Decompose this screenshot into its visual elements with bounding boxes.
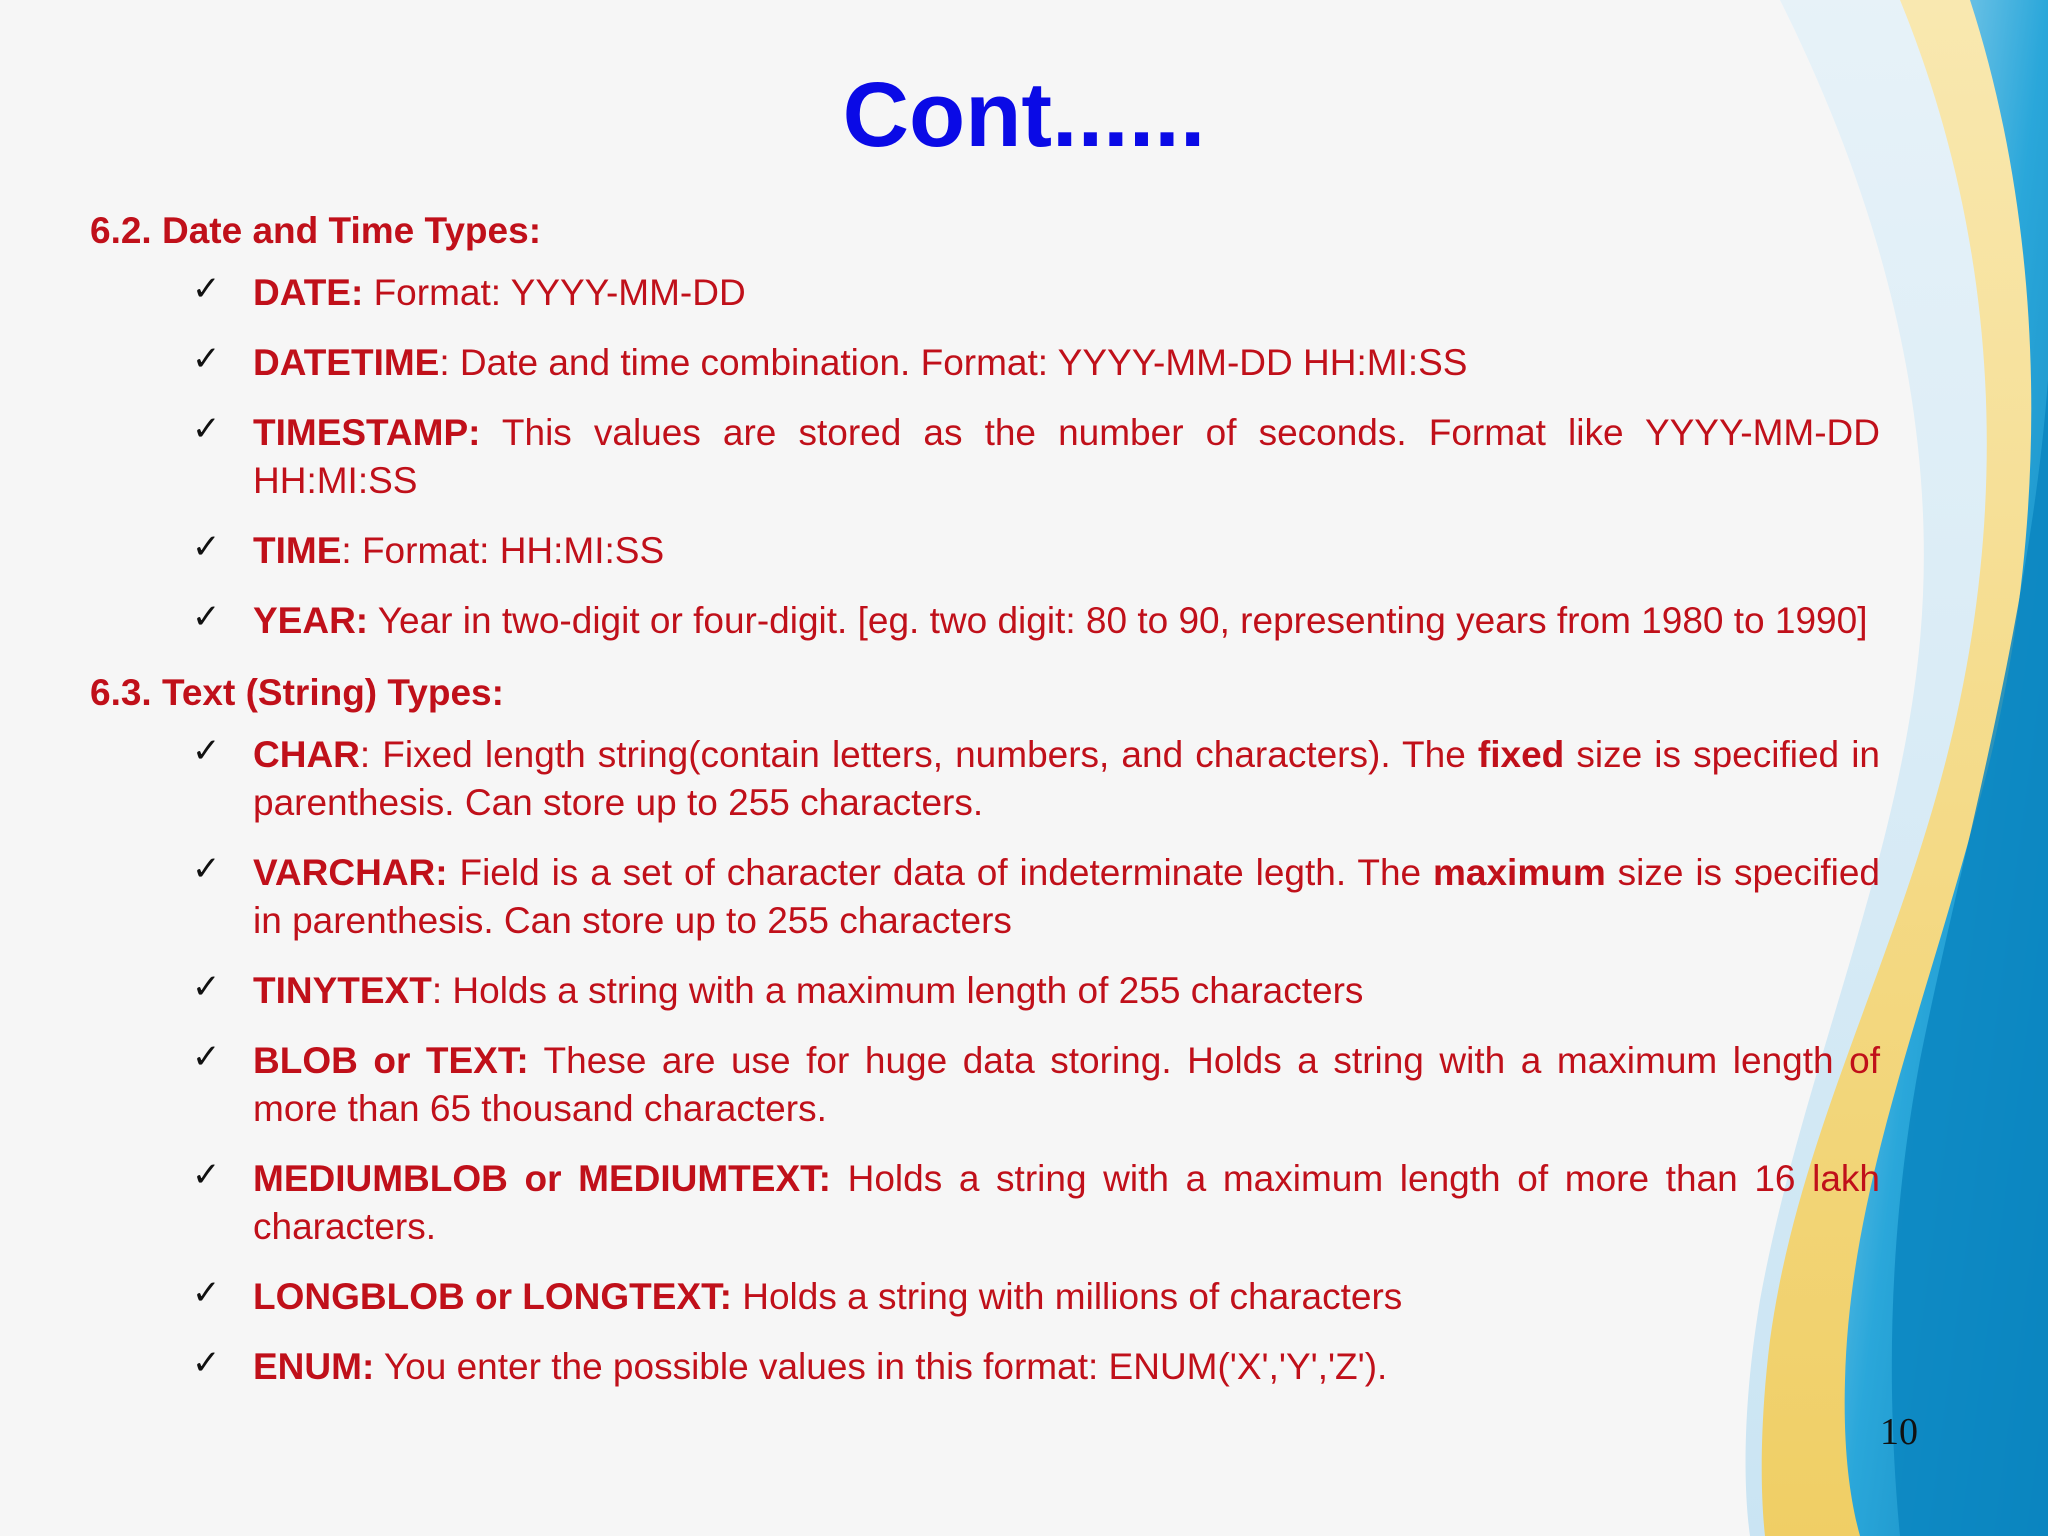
description: Format: YYYY-MM-DD: [363, 272, 746, 313]
slide-content: [90, 205, 1950, 1413]
list-item: [90, 409, 1880, 505]
list-item: [90, 849, 1880, 945]
term-separator: :: [431, 970, 443, 1011]
term: VARCHAR:: [253, 852, 448, 893]
check-icon: ✓: [192, 967, 221, 1007]
term: ENUM:: [253, 1346, 375, 1387]
emphasis: fixed: [1477, 734, 1565, 775]
term: MEDIUMBLOB or MEDIUMTEXT:: [253, 1158, 831, 1199]
term: TIMESTAMP:: [253, 412, 481, 453]
check-icon: ✓: [192, 597, 221, 637]
list-item: [90, 967, 1880, 1015]
check-icon: ✓: [192, 339, 221, 379]
description: You enter the possible values in this format: ENUM('X','Y','Z').: [374, 1346, 1388, 1387]
check-icon: ✓: [192, 527, 221, 567]
term-separator: :: [341, 530, 352, 571]
description-continued: size is specified in parenthesis. Can store up to 255 characters.: [253, 734, 1880, 823]
emphasis: maximum: [1433, 852, 1606, 893]
term: DATE:: [253, 272, 364, 313]
term: YEAR:: [253, 600, 369, 641]
list-item: [90, 1343, 1880, 1391]
section-heading-text-types: 6.3. Text (String) Types:: [90, 672, 504, 713]
page-number: 10: [1880, 1411, 1918, 1453]
description: Date and time combination. Format: YYYY-MM-DD HH:MI:SS: [449, 342, 1468, 383]
list-item: [90, 1037, 1880, 1133]
description: This values are stored as the number of seconds. Format like YYYY-MM-DD HH:MI:SS: [253, 412, 1880, 501]
description: Field is a set of character data of indeterminate legth. The: [447, 852, 1433, 893]
list-item: [90, 339, 1880, 387]
list-item: [90, 1273, 1880, 1321]
check-icon: ✓: [192, 731, 221, 771]
check-icon: ✓: [192, 1037, 221, 1077]
description: Holds a string with a maximum length of 255 characters: [442, 970, 1364, 1011]
check-icon: ✓: [192, 269, 221, 309]
term: CHAR: [253, 734, 360, 775]
description: Holds a string with millions of characters: [731, 1276, 1403, 1317]
list-item: [90, 269, 1880, 317]
term-separator: :: [439, 342, 450, 383]
check-icon: ✓: [192, 1155, 221, 1195]
term: TIME: [253, 530, 342, 571]
list-item: [90, 1155, 1880, 1251]
section-heading-date-time: 6.2. Date and Time Types:: [90, 210, 542, 251]
check-icon: ✓: [192, 1273, 221, 1313]
list-item: [90, 527, 1880, 575]
check-icon: ✓: [192, 849, 221, 889]
text-types-list: [90, 731, 1950, 1391]
description-continued: size is specified in parenthesis. Can store up to 255 characters: [253, 852, 1880, 941]
description: Holds a string with a maximum length of more than 16 lakh characters.: [253, 1158, 1880, 1247]
term: DATETIME: [253, 342, 440, 383]
check-icon: ✓: [192, 1343, 221, 1383]
term: LONGBLOB or LONGTEXT:: [253, 1276, 732, 1317]
term: TINYTEXT: [253, 970, 432, 1011]
description: Year in two-digit or four-digit. [eg. two digit: 80 to 90, representing years from 1980 to 1990]: [368, 600, 1868, 641]
slide-title: Cont......: [842, 64, 1206, 166]
list-item: [90, 731, 1880, 827]
description: Fixed length string(contain letters, numbers, and characters). The: [370, 734, 1478, 775]
description: Format: HH:MI:SS: [351, 530, 665, 571]
term: BLOB or TEXT:: [253, 1040, 529, 1081]
term-separator: :: [359, 734, 371, 775]
list-item: [90, 597, 1880, 645]
description: These are use for huge data storing. Holds a string with a maximum length of more than 65 thousand characters.: [253, 1040, 1880, 1129]
date-time-list: [90, 269, 1950, 645]
check-icon: ✓: [192, 409, 221, 449]
